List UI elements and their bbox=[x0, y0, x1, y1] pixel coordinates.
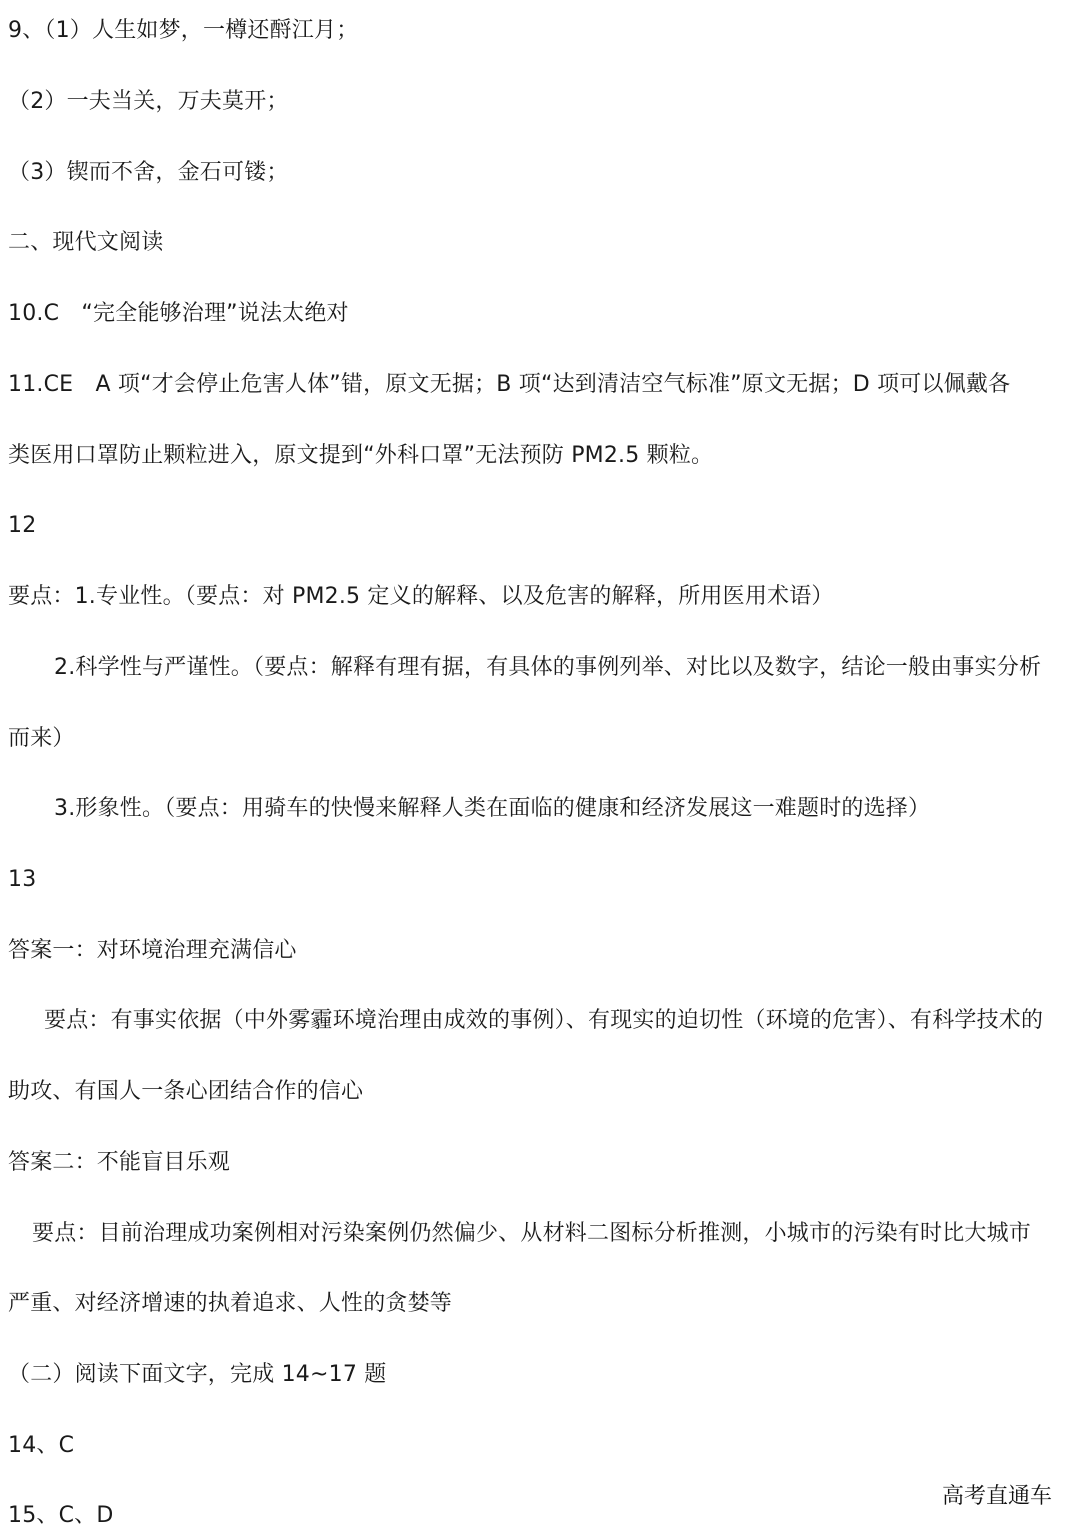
answer-10: 10.C “完全能够治理”说法太绝对 bbox=[8, 301, 349, 326]
answer-9-line-1: 9、（1）人生如梦，一樽还酹江月； bbox=[8, 18, 359, 43]
answer-12-point-2-line-1: 2.科学性与严谨性。（要点：解释有理有据，有具体的事例列举、对比以及数字，结论一般由事实分析 bbox=[54, 655, 1042, 680]
answer-13-option-1-points-line-1: 要点：有事实依据（中外雾霾环境治理由成效的事例）、有现实的迫切性（环境的危害）、有科学技术的 bbox=[44, 1008, 1044, 1033]
answer-15: 15、C、D bbox=[8, 1503, 114, 1528]
section-heading-reading-14-17: （二）阅读下面文字，完成 14~17 题 bbox=[8, 1362, 387, 1387]
answer-13-option-2-points-line-1: 要点：目前治理成功案例相对污染案例仍然偏少、从材料二图标分析推测，小城市的污染有时比大城市 bbox=[32, 1221, 1032, 1246]
answer-13-option-2-points-line-2: 严重、对经济增速的执着追求、人性的贪婪等 bbox=[8, 1291, 453, 1316]
answer-13-option-1-points-line-2: 助攻、有国人一条心团结合作的信心 bbox=[8, 1079, 364, 1104]
answer-13-option-2: 答案二：不能盲目乐观 bbox=[8, 1150, 231, 1175]
section-heading-modern-reading: 二、现代文阅读 bbox=[8, 230, 164, 255]
answer-9-line-2: （2）一夫当关，万夫莫开； bbox=[8, 89, 289, 114]
answer-12-point-3: 3.形象性。（要点：用骑车的快慢来解释人类在面临的健康和经济发展这一难题时的选择） bbox=[54, 796, 931, 821]
answer-12-point-1: 要点：1.专业性。（要点：对 PM2.5 定义的解释、以及危害的解释，所用医用术语） bbox=[8, 584, 834, 609]
answer-9-line-3: （3）锲而不舍，金石可镂； bbox=[8, 160, 289, 185]
answer-14: 14、C bbox=[8, 1433, 75, 1458]
answer-11-line-1: 11.CE A 项“才会停止危害人体”错，原文无据；B 项“达到清洁空气标准”原文无据；D 项可以佩戴各 bbox=[8, 372, 1011, 397]
answer-11-line-2: 类医用口罩防止颗粒进入，原文提到“外科口罩”无法预防 PM2.5 颗粒。 bbox=[8, 443, 714, 468]
source-watermark: 高考直通车 bbox=[941, 1484, 1052, 1509]
question-12-label: 12 bbox=[8, 513, 37, 538]
question-13-label: 13 bbox=[8, 867, 37, 892]
answer-12-point-2-line-2: 而来） bbox=[8, 726, 75, 751]
answer-13-option-1: 答案一：对环境治理充满信心 bbox=[8, 938, 297, 963]
